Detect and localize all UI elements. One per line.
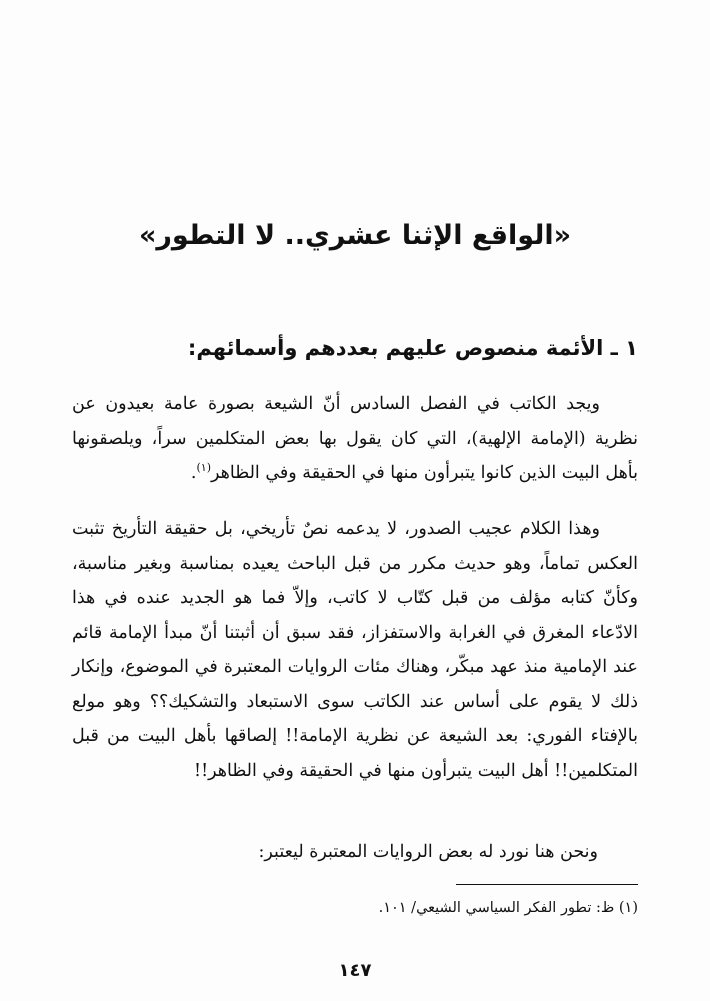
paragraph-1-end: . <box>190 463 197 483</box>
footnote: (١) ظ: تطور الفكر السياسي الشيعي/ ١٠١. <box>378 900 638 916</box>
page-number: ١٤٧ <box>338 960 372 981</box>
paragraph-2 <box>72 512 638 788</box>
paragraph-1 <box>72 387 638 491</box>
paragraph-2-text: وهذا الكلام عجيب الصدور، لا يدعمه نصٌ تأريخي، بل حقيقة التأريخ تثبت العكس تماماً، وهو حديث مكرر من قبل الباحث يعيده بمناسبة وبغير مناسبة، وكأنّ كتابه مؤلف من قبل كتّاب لا كاتب، وإلاّ فما هو الجديد عنده في هذا الادّعاء المغرق في الغرابة والاستفزاز، فقد سبق أن أثبتنا أنّ مبدأ الإمامة قائم عند الإمامية منذ عهد مبكّر، وهناك مئات الروايات المعتبرة في الموضوع، وإنكار ذلك لا يقوم على أساس عند الكاتب سوى الاستبعاد والتشكيك؟؟ وهو مولع بالإفتاء الفوري: بعد الشيعة عن نظرية الإمامة!! إلصاقها بأهل البيت من قبل المتكلمين!! أهل البيت يتبرأون منها في الحقيقة وفي الظاهر!! <box>72 519 638 781</box>
footnote-divider <box>456 884 638 885</box>
footnote-reference[interactable]: (١) <box>196 461 212 475</box>
section-heading: ١ ـ الأئمة منصوص عليهم بعددهم وأسمائهم: <box>187 336 638 360</box>
paragraph-1-text: ويجد الكاتب في الفصل السادس أنّ الشيعة بصورة عامة بعيدون عن نظرية (الإمامة الإلهية)، التي كان يقول بها بعض المتكلمين سراً، ويلصقونها بأهل البيت الذين كانوا يتبرأون منها في الحقيقة وفي الظاهر <box>72 394 638 483</box>
chapter-title: «الواقع الإثنا عشري.. لا التطور» <box>138 220 572 251</box>
paragraph-3: ونحن هنا نورد له بعض الروايات المعتبرة ليعتبر: <box>258 842 598 862</box>
